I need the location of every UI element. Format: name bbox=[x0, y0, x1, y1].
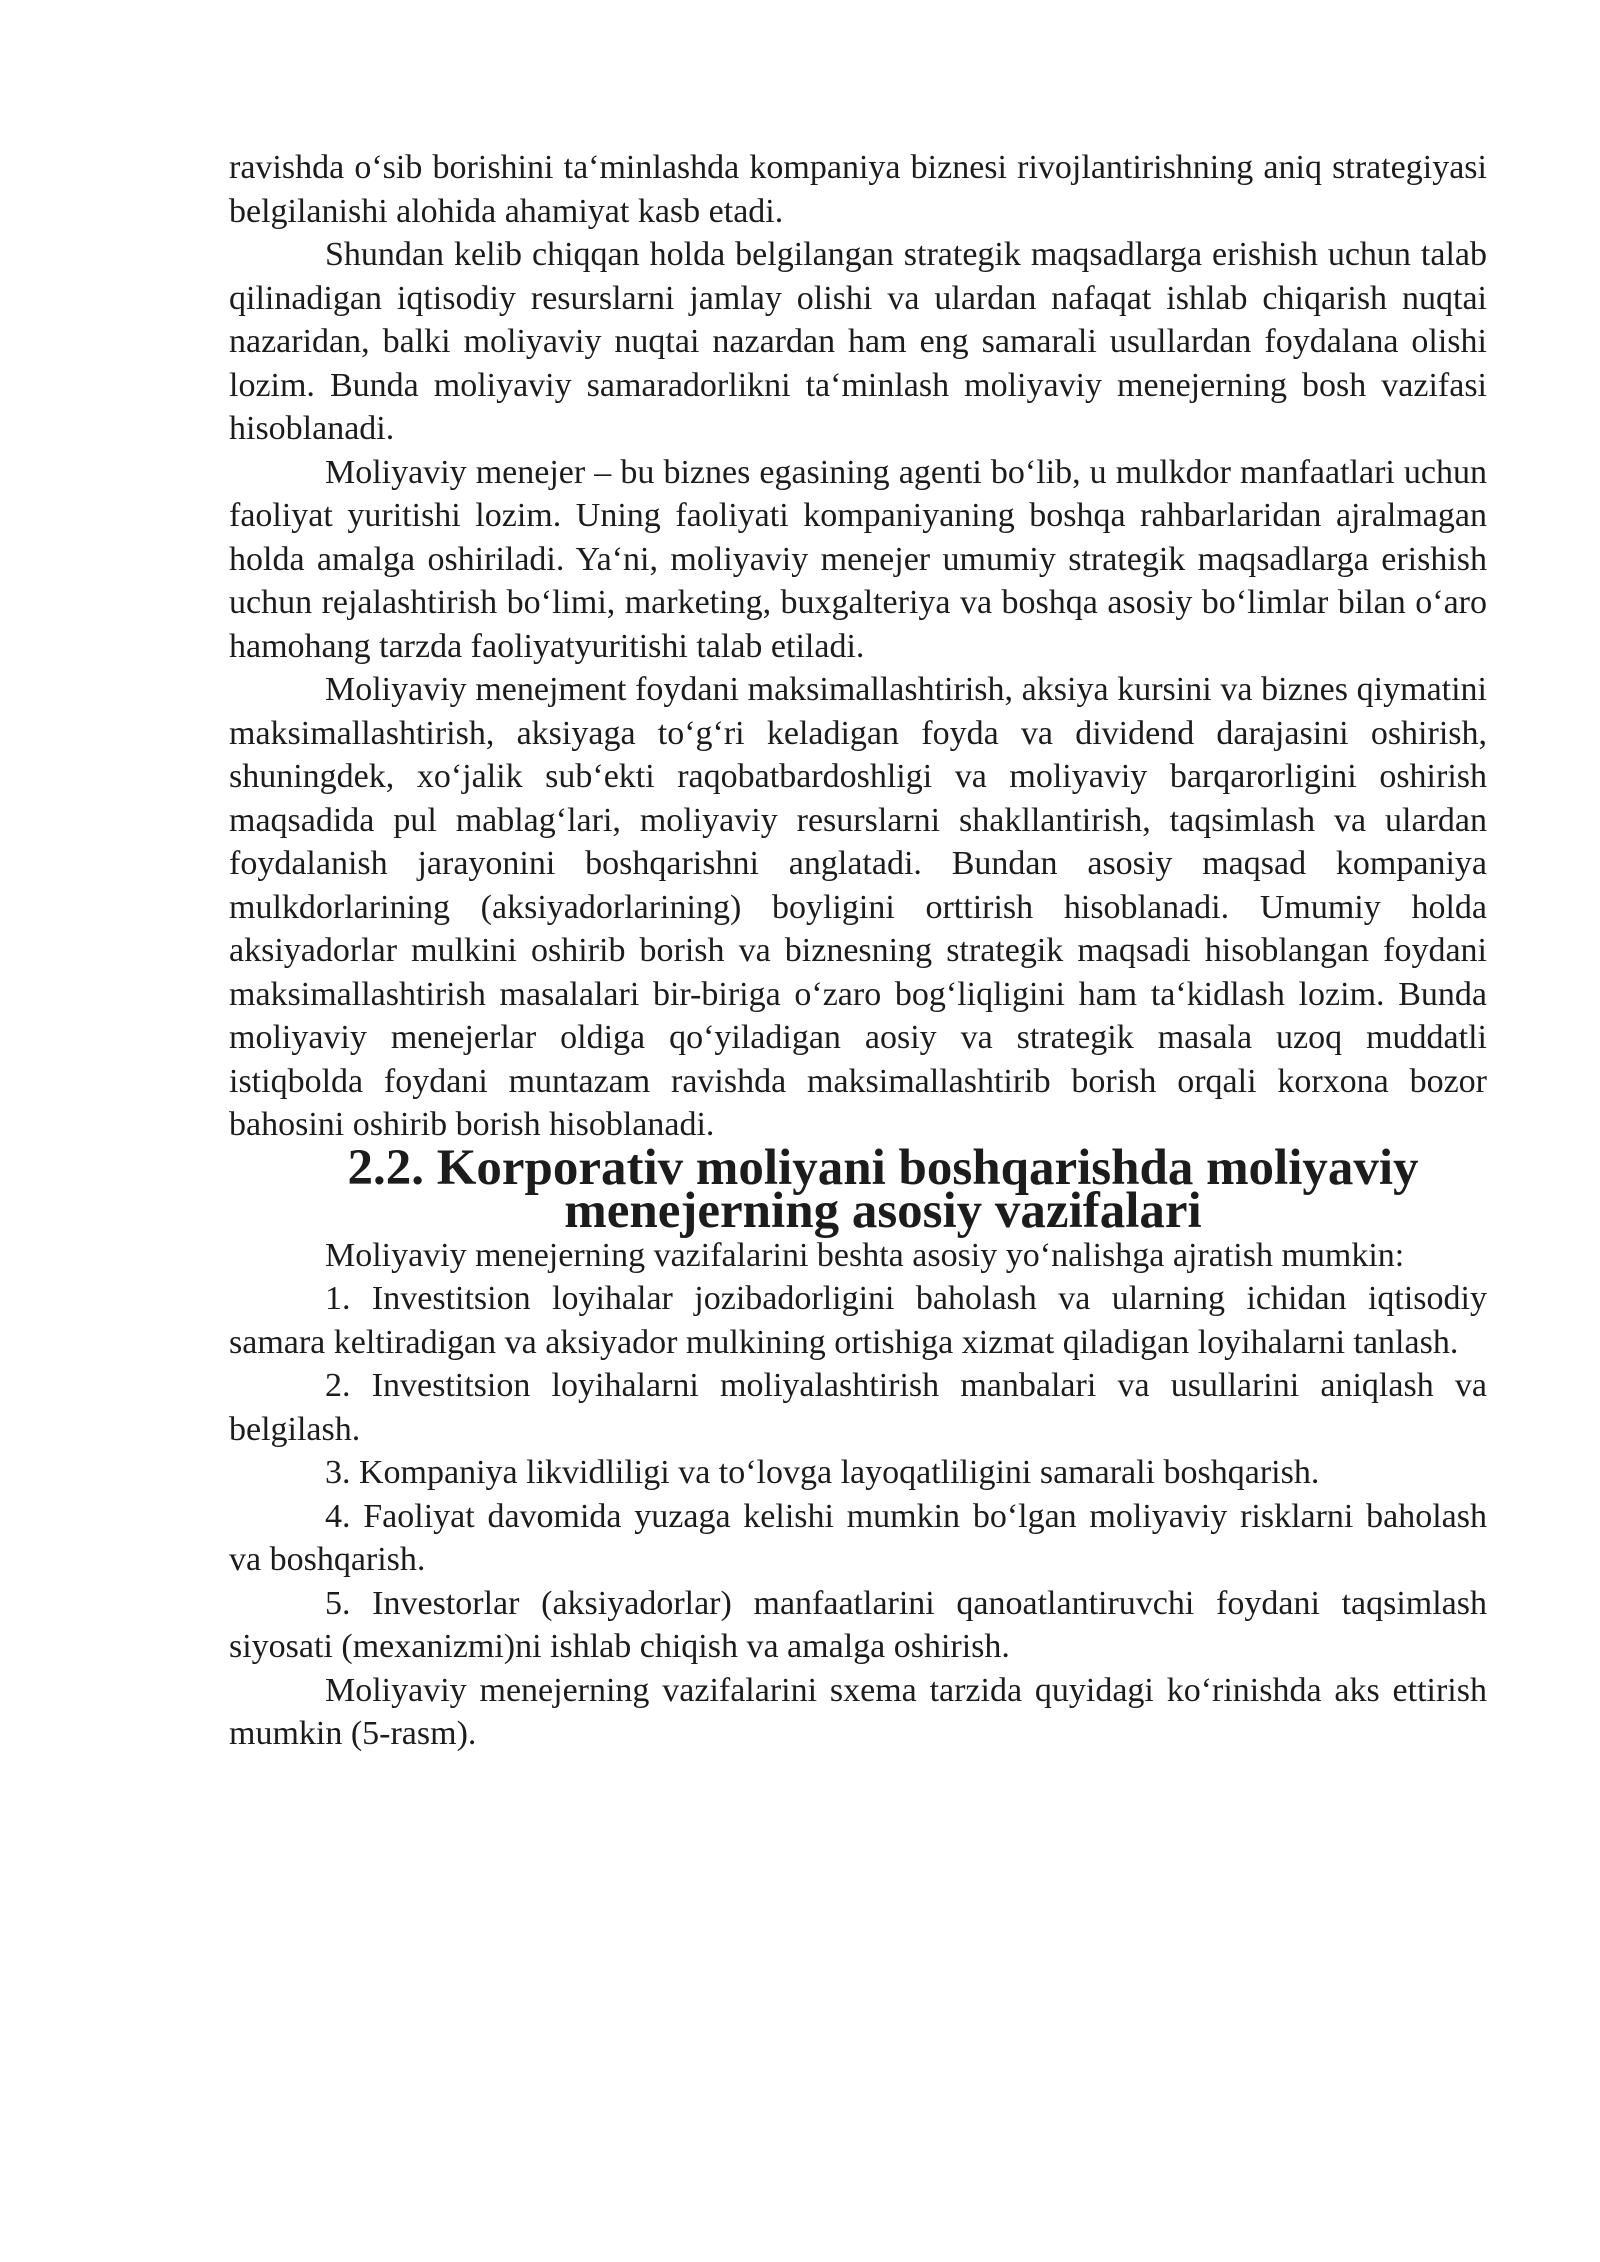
list-item-3: 3. Kompaniya likvidliligi va to‘lovga layoqatliligini samarali boshqarish. bbox=[325, 1454, 1320, 1491]
section-heading: 2.2. Korporativ moliyani boshqarishda moliyaviy menejerning asosiy vazifalari bbox=[347, 1139, 1419, 1239]
document-page bbox=[229, 146, 1487, 1756]
paragraph-scheme-reference: Moliyaviy menejerning vazifalarini sxema tarzida quyidagi ko‘rinishda aks ettirish mumkin (5-rasm). bbox=[229, 1671, 1487, 1752]
paragraph-continuation: ravishda o‘sib borishini ta‘minlashda kompaniya biznesi rivojlantirishning aniq strategiyasi belgilanishi alohida ahamiyat kasb etadi. bbox=[229, 149, 1487, 230]
list-item-1: 1. Investitsion loyihalar jozibadorligini baholash va ularning ichidan iqtisodiy samara keltiradigan va aksiyador mulkining ortishiga xizmat qiladigan loyihalarni tanlash. bbox=[229, 1280, 1487, 1361]
list-item-2: 2. Investitsion loyihalarni moliyalashtirish manbalari va usullarini aniqlash va belgilash. bbox=[229, 1367, 1487, 1448]
paragraph-strategic-goals: Shundan kelib chiqqan holda belgilangan strategik maqsadlarga erishish uchun talab qilinadigan iqtisodiy resurslarni jamlay olishi va ulardan nafaqat ishlab chiqarish nuqtai nazaridan, balki moliyaviy nuqtai nazardan ham eng samarali usullardan foydalana olishi lozim. Bunda moliyaviy samaradorlikni ta‘minlash moliyaviy menejerning bosh vazifasi hisoblanadi. bbox=[229, 236, 1487, 447]
list-item-4: 4. Faoliyat davomida yuzaga kelishi mumkin bo‘lgan moliyaviy risklarni baholash va boshqarish. bbox=[229, 1497, 1487, 1578]
paragraph-financial-manager: Moliyaviy menejer – bu biznes egasining agenti bo‘lib, u mulkdor manfaatlari uchun faoliyat yuritishi lozim. Uning faoliyati kompaniyaning boshqa rahbarlaridan ajralmagan holda amalga oshiriladi. Ya‘ni, moliyaviy menejer umumiy strategik maqsadlarga erishish uchun rejalashtirish bo‘limi, marketing, buxgalteriya va boshqa asosiy bo‘limlar bilan o‘aro hamohang tarzda faoliyatyuritishi talab etiladi. bbox=[229, 453, 1487, 665]
paragraph-financial-management: Moliyaviy menejment foydani maksimallashtirish, aksiya kursini va biznes qiymatini maksimallashtirish, aksiyaga to‘g‘ri keladigan foyda va dividend darajasini oshirish, shuningdek, xo‘jalik sub‘ekti raqobatbardoshligi va moliyaviy barqarorligini oshirish maqsadida pul mablag‘lari, moliyaviy resurslarni shakllantirish, taqsimlash va ulardan foydalanish jarayonini boshqarishni anglatadi. Bundan asosiy maqsad kompaniya mulkdorlarining (aksiyadorlarining) boyligini orttirish hisoblanadi. Umumiy holda aksiyadorlar mulkini oshirib borish va biznesning strategik maqsadi hisoblangan foydani maksimallashtirish masalalari bir-biriga o‘zaro bog‘liqligini ham ta‘kidlash lozim. Bunda moliyaviy menejerlar oldiga qo‘yiladigan aosiy va strategik masala uzoq muddatli istiqbolda foydani muntazam ravishda maksimallashtirib borish orqali korxona bozor bahosini oshirib borish hisoblanadi. bbox=[229, 671, 1487, 1143]
list-item-5: 5. Investorlar (aksiyadorlar) manfaatlarini qanoatlantiruvchi foydani taqsimlash siyosati (mexanizmi)ni ishlab chiqish va amalga oshirish. bbox=[229, 1584, 1487, 1665]
paragraph-tasks-intro: Moliyaviy menejerning vazifalarini beshta asosiy yo‘nalishga ajratish mumkin: bbox=[325, 1236, 1405, 1274]
